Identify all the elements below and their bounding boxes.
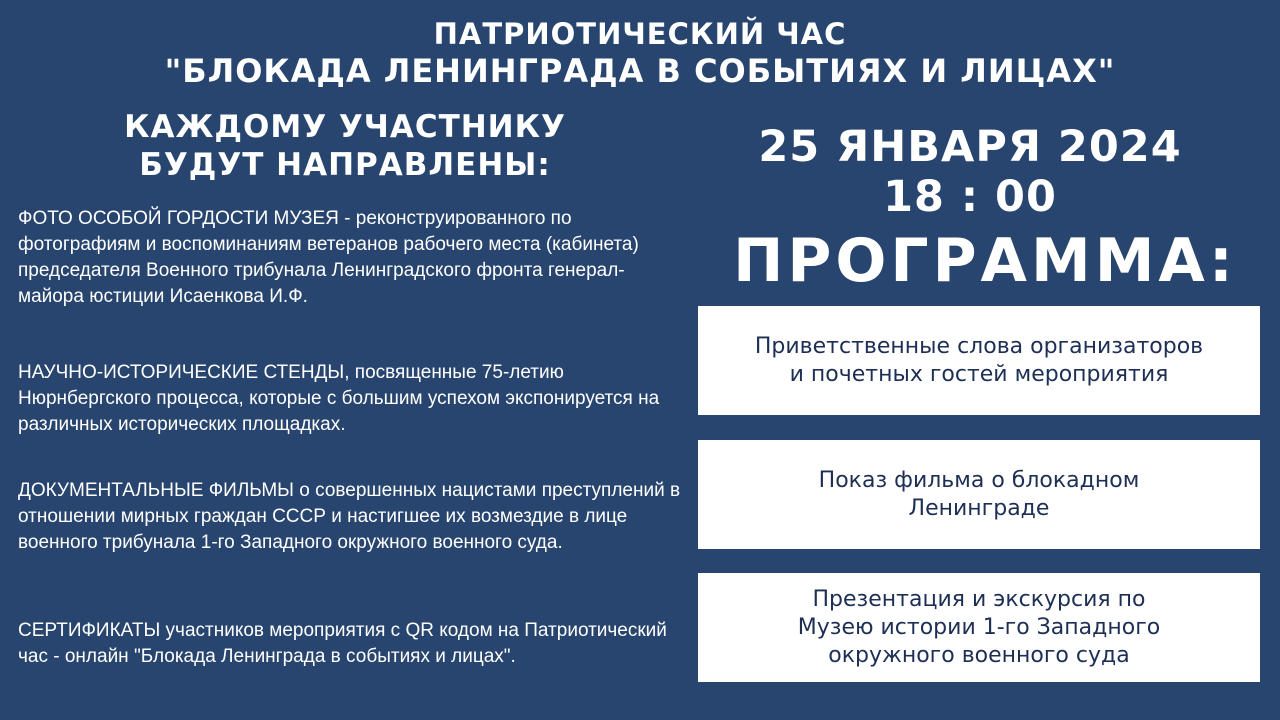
list-item-history-stands <box>18 360 688 438</box>
program-item-line: Приветственные слова организаторов <box>754 333 1204 359</box>
list-item-museum-photo <box>18 206 688 310</box>
event-title <box>0 16 1280 90</box>
list-item-text: - реконструированного по фотографиям и воспоминаниям ветеранов рабочего места (кабинета) председателя Военного трибунала Ленинградского фронта генерал-майора юстиции Исаенкова И.Ф. <box>18 208 639 307</box>
participants-heading-line2: БУДУТ НАПРАВЛЕНЫ: <box>139 147 551 183</box>
program-item-line: Ленинграде <box>908 495 1050 521</box>
participants-heading <box>60 108 630 184</box>
list-item-text: , посвященные 75-летию Нюрнбергского процесса, которые с большим успехом экспонируется на различных исторических площадках. <box>18 362 660 435</box>
program-item-line: окружного военного суда <box>828 642 1130 668</box>
list-item-key: ФОТО ОСОБОЙ ГОРДОСТИ МУЗЕЯ <box>18 208 339 229</box>
participants-heading-line1: КАЖДОМУ УЧАСТНИКУ <box>124 109 566 145</box>
program-heading: ПРОГРАММА: <box>733 226 1237 296</box>
list-item-certificates <box>18 618 688 670</box>
list-item-key: НАУЧНО-ИСТОРИЧЕСКИЕ СТЕНДЫ <box>18 362 345 383</box>
program-item-welcome <box>698 306 1260 415</box>
program-item-line: Музею истории 1-го Западного <box>797 614 1161 640</box>
event-time: 18 : 00 <box>883 172 1057 222</box>
list-item-documentaries <box>18 478 688 556</box>
event-datetime <box>700 122 1240 222</box>
event-title-line1: ПАТРИОТИЧЕСКИЙ ЧАС <box>433 17 847 51</box>
program-item-presentation <box>698 573 1260 682</box>
program-item-film <box>698 440 1260 549</box>
list-item-key: СЕРТИФИКАТЫ <box>18 620 161 641</box>
list-item-text: о совершенных нацистами преступлений в отношении мирных граждан СССР и настигшее их возмездие в лице военного трибунала 1-го Западного окружного военного суда. <box>18 480 681 553</box>
event-title-line2: "БЛОКАДА ЛЕНИНГРАДА В СОБЫТИЯХ И ЛИЦАХ" <box>164 52 1116 90</box>
list-item-text: участников мероприятия с QR кодом на Патриотический час - онлайн "Блокада Ленинграда в событиях и лицах". <box>18 620 667 667</box>
program-item-line: Показ фильма о блокадном <box>818 467 1140 493</box>
program-item-line: и почетных гостей мероприятия <box>789 361 1169 387</box>
event-date: 25 ЯНВАРЯ 2024 <box>758 122 1182 172</box>
list-item-key: ДОКУМЕНТАЛЬНЫЕ ФИЛЬМЫ <box>18 480 294 501</box>
program-item-line: Презентация и экскурсия по <box>812 586 1146 612</box>
